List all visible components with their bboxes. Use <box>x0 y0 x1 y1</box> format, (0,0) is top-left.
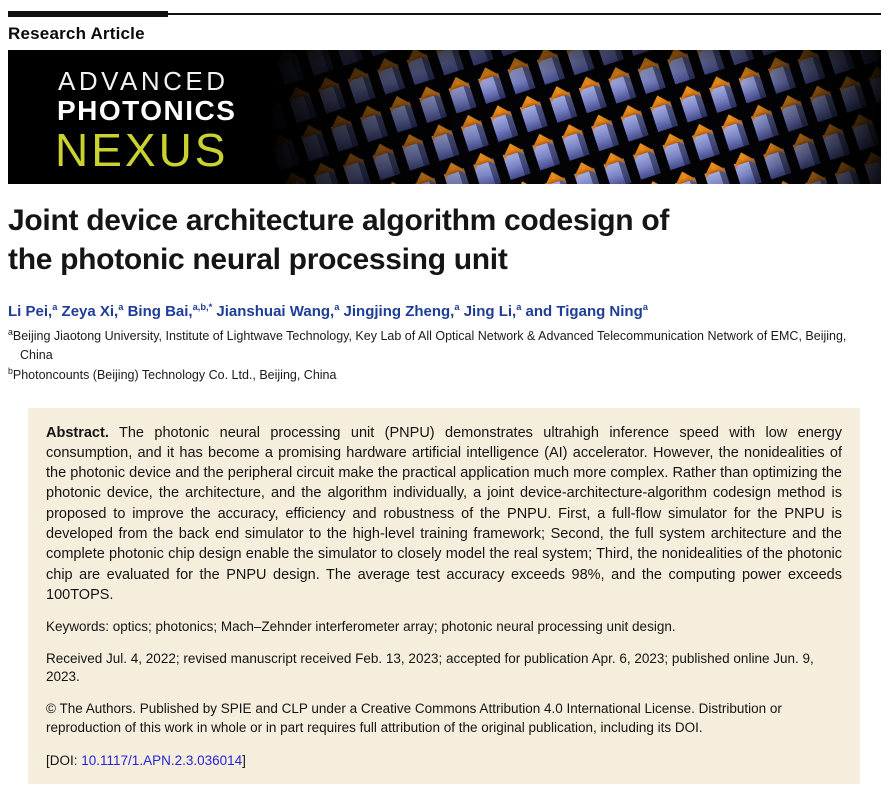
journal-banner <box>8 50 881 184</box>
top-rule-thick-segment <box>8 11 168 17</box>
copyright-line: © The Authors. Published by SPIE and CLP under a Creative Commons Attribution 4.0 International License. Distribution or reproduction of this work in whole or in part requires full attribution of the original publication, including its DOI. <box>46 701 782 735</box>
journal-logo-photonics: PHOTONICS <box>57 95 237 126</box>
received-dates-line: Received Jul. 4, 2022; revised manuscript received Feb. 13, 2023; accepted for publication Apr. 6, 2023; published online Jun. 9, 2023. <box>46 650 814 685</box>
abstract-paragraph: Abstract. The photonic neural processing unit (PNPU) demonstrates ultrahigh inference speed with low energy consumption, and it has become a promising hardware artificial intelligence (AI) accelerator. However, the nonidealities of the photonic device and the peripheral circuit make the practical application much more complex. Rather than optimizing the photonic device, the architecture, and the algorithm individually, a joint device-architecture-algorithm codesign method is proposed to improve the accuracy, efficiency and robustness of the PNPU. First, a full-flow simulator for the PNPU is developed from the back end simulator to the high-level training framework; Second, the full system architecture and the complete photonic chip design enable the simulator to closely model the real system; Third, the nonidealities of the photonic chip are evaluated for the PNPU design. The average test accuracy exceeds 98%, and the computing power exceeds 100TOPS. <box>46 424 842 603</box>
journal-logo-advanced: ADVANCED <box>58 66 229 96</box>
journal-logo <box>55 66 237 176</box>
affiliation-b: $^b$Photoncounts (Beijing) Technology Co. Ltd., Beijing, China <box>8 365 337 382</box>
keywords-line: Keywords: optics; photonics; Mach–Zehnder interferometer array; photonic neural processing unit design. <box>46 619 676 635</box>
page-title <box>8 201 881 279</box>
doi-link[interactable]: 10.1117/1.APN.2.3.036014 <box>81 753 243 769</box>
affiliations <box>8 326 881 385</box>
affiliation-a: $^a$Beijing Jiaotong University, Institute of Lightwave Technology, Key Lab of All Optical Network & Advanced Telecommunication Network of EMC, Beijing, China <box>8 327 847 362</box>
abstract-box <box>28 408 860 784</box>
top-rule <box>8 10 881 17</box>
article-type-label: Research Article <box>8 24 145 43</box>
doi-line: [DOI: 10.1117/1.APN.2.3.036014] <box>46 753 246 769</box>
top-rule-thin-segment <box>168 13 881 15</box>
journal-logo-nexus: NEXUS <box>55 124 229 176</box>
title-line-1: Joint device architecture algorithm codesign of <box>8 204 670 237</box>
authors-line: Li Pei,$^a$ Zeya Xi,$^a$ Bing Bai,$^{a,b,*}$ Jianshuai Wang,$^a$ Jingjing Zheng,$^a$ Jing Li,$^a$ and Tigang Ning$^a$ <box>8 302 648 320</box>
title-line-2: the photonic neural processing unit <box>8 243 508 276</box>
